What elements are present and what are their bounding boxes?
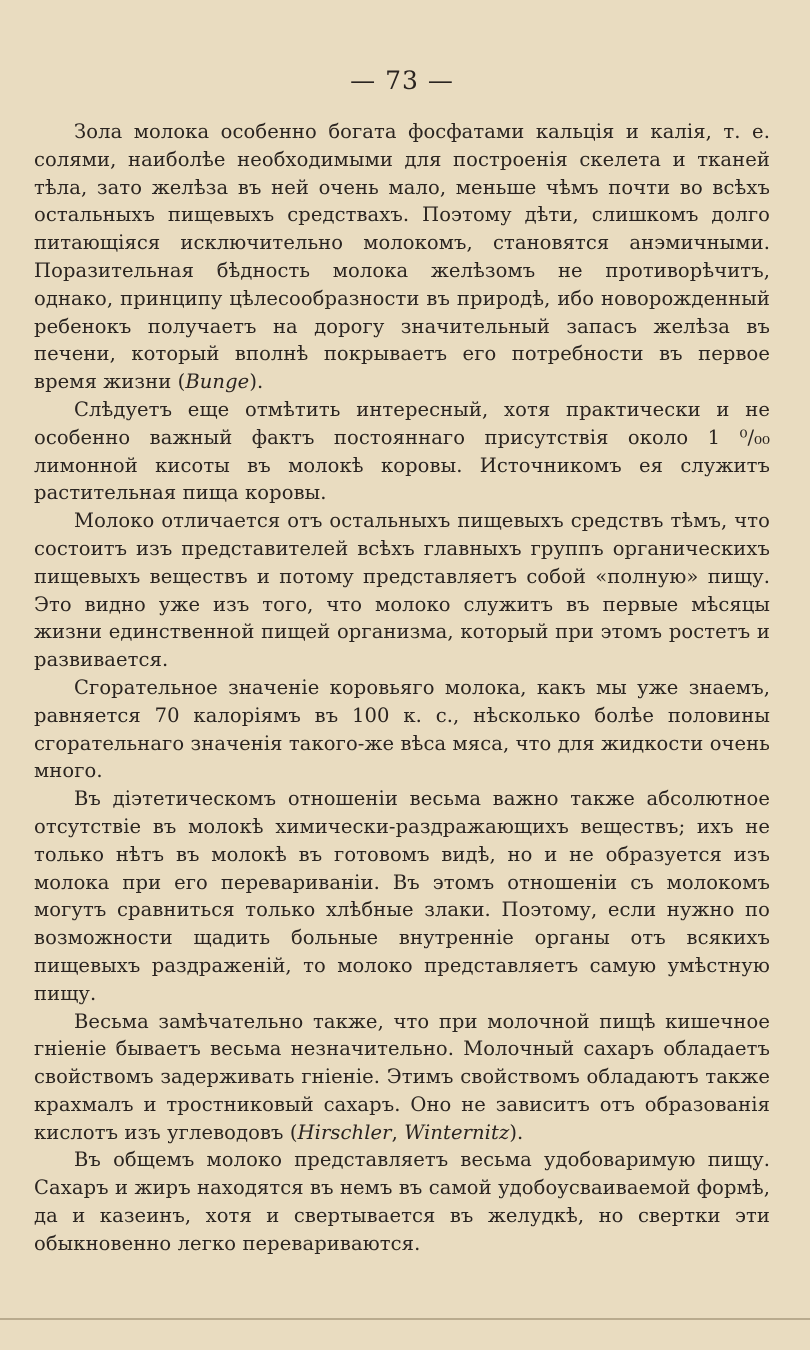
paragraph (34, 396, 770, 507)
text-run: Зола молока особенно богата фосфатами кальція и калія, т. е. солями, наиболѣе необходимыми для построенія скелета и тканей тѣла, зато желѣза въ ней очень мало, меньше чѣмъ почти во всѣхъ остальныхъ пищевыхъ средствахъ. Поэтому дѣти, слишкомъ долго питающіяся исключительно молокомъ, становятся анэмичными. Поразительная бѣдность молока желѣзомъ не противорѣчитъ, однако, принципу цѣлесообразности въ природѣ, ибо новорожденный ребенокъ получаетъ на дорогу значительный запасъ желѣза въ печени, который вполнѣ покрываетъ его потребности въ первое время жизни ( (34, 120, 770, 394)
text-run: Въ діэтетическомъ отношеніи весьма важно также абсолютное отсутствіе въ молокѣ химически-раздражающихъ веществъ; ихъ не только нѣтъ въ молокѣ въ готовомъ видѣ, но и не образуется изъ молока при его перевариваніи. Въ этомъ отношеніи съ молокомъ могутъ сравниться только хлѣбные злаки. Поэтому, если нужно по возможности щадить больные внутренніе органы отъ всякихъ пищевыхъ раздраженій, то молоко представляетъ самую умѣстную пищу. (34, 787, 770, 1005)
paragraph (34, 1146, 770, 1257)
page-bottom-edge (0, 1318, 810, 1320)
italic-citation: Winternitz (404, 1120, 510, 1144)
paragraph (34, 674, 770, 785)
text-run: Молоко отличается отъ остальныхъ пищевыхъ средствъ тѣмъ, что состоитъ изъ представителей всѣхъ главныхъ группъ органическихъ пищевыхъ веществъ и потому представляетъ собой «полную» пищу. Это видно уже изъ того, что молоко служитъ въ первые мѣсяцы жизни единственной пищей организма, который при этомъ ростетъ и развивается. (34, 509, 770, 672)
page-body (34, 118, 770, 1258)
text-run: ). (509, 1120, 524, 1144)
paragraph (34, 785, 770, 1007)
paragraph (34, 507, 770, 674)
text-run: Слѣдуетъ еще отмѣтить интересный, хотя практически и не особенно важный фактъ постояннаго присутствія около 1 ⁰/₀₀ лимонной кисоты въ молокѣ коровы. Источникомъ ея служитъ растительная пища коровы. (34, 397, 770, 505)
text-run: Сгорательное значеніе коровьяго молока, какъ мы уже знаемъ, равняется 70 калоріямъ въ 100 к. с., нѣсколько болѣе половины сгорательнаго значенія такого-же вѣса мяса, что для жидкости очень много. (34, 675, 770, 783)
paragraph (34, 1008, 770, 1147)
paragraph (34, 118, 770, 396)
italic-citation: Bunge (185, 370, 250, 394)
page-number: — 73 — (350, 66, 454, 95)
italic-citation: Hirschler (297, 1120, 392, 1144)
text-run: ). (249, 370, 264, 394)
text-run: , (391, 1120, 405, 1144)
text-run: Въ общемъ молоко представляетъ весьма удобоваримую пищу. Сахаръ и жиръ находятся въ немъ въ самой удобоусваиваемой формѣ, да и казеинъ, хотя и свертывается въ желудкѣ, но свертки эти обыкновенно легко перевариваются. (34, 1148, 770, 1255)
text-run: Весьма замѣчательно также, что при молочной пищѣ кишечное гніеніе бываетъ весьма незначительно. Молочный сахаръ обладаетъ свойствомъ задерживать гніеніе. Этимъ свойствомъ обладаютъ также крахмалъ и тростниковый сахаръ. Оно не зависитъ отъ образованія кислотъ изъ углеводовъ ( (34, 1009, 770, 1144)
